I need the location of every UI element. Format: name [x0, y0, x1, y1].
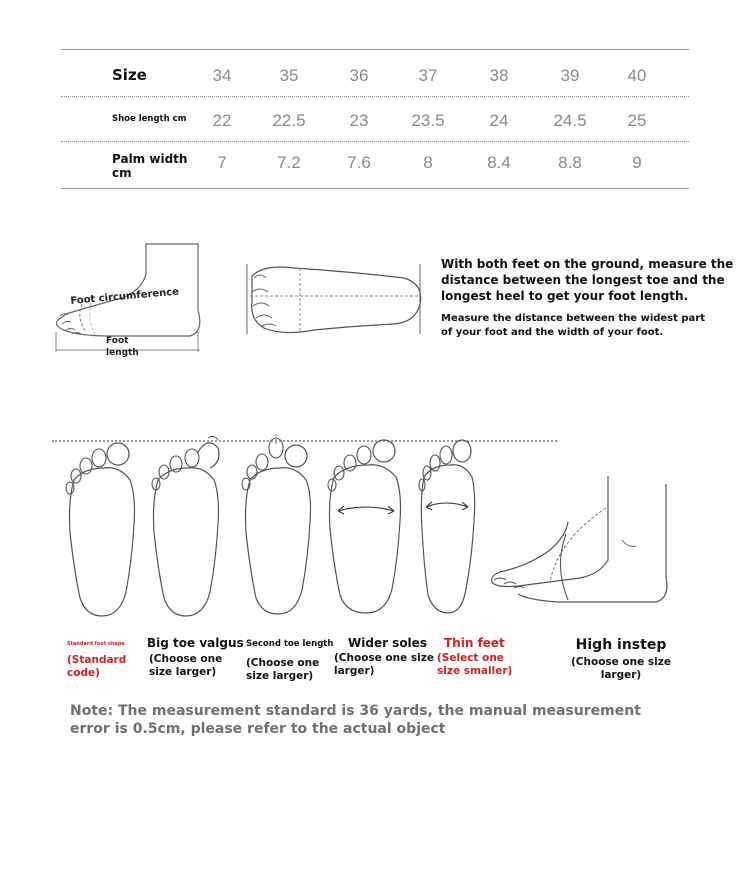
palm-width-cell: 8.8	[558, 153, 582, 172]
size-cell: 38	[489, 66, 509, 85]
shoe-length-cell: 23.5	[411, 111, 445, 130]
foot-type-label-thin-feet: Thin feet (Select one size smaller)	[437, 636, 513, 677]
foot-type-label-big-toe-valgus: Big toe valgus (Choose one size larger)	[147, 636, 244, 678]
size-cell: 36	[349, 66, 369, 85]
palm-width-cell: 7.6	[347, 153, 371, 172]
table-top-rule	[61, 49, 689, 50]
instruction-foot-length: With both feet on the ground, measure the distance between the longest toe and the longest heel to get your foot length.	[441, 257, 734, 303]
table-bottom-rule	[61, 188, 689, 189]
thin-feet-figure	[416, 437, 480, 615]
size-cell: 39	[560, 66, 580, 85]
big-toe-valgus-figure	[148, 432, 224, 618]
foot-length-label: Foot length	[106, 336, 139, 358]
shoe-length-row-label: Shoe length cm	[112, 114, 187, 124]
table-row-divider	[61, 96, 689, 97]
palm-width-cell: 9	[632, 153, 642, 172]
wider-soles-figure	[326, 437, 406, 615]
size-cell: 34	[212, 66, 232, 85]
instruction-foot-width: Measure the distance between the widest part of your foot and the width of your foot.	[441, 313, 706, 338]
shoe-length-cell: 25	[627, 111, 647, 130]
shoe-length-cell: 22	[212, 111, 232, 130]
shoe-length-cell: 24.5	[553, 111, 587, 130]
palm-width-cell: 7.2	[277, 153, 301, 172]
size-cell: 40	[627, 66, 647, 85]
size-row-label: Size	[112, 66, 147, 84]
table-row-divider	[61, 141, 689, 142]
foot-top-measure-figure	[244, 262, 426, 338]
palm-width-cell: 7	[217, 153, 227, 172]
size-cell: 37	[418, 66, 438, 85]
shoe-length-cell: 22.5	[272, 111, 306, 130]
palm-width-cell: 8	[423, 153, 433, 172]
shoe-length-cell: 23	[349, 111, 369, 130]
foot-circumference-label: Foot circumference	[70, 286, 180, 307]
standard-foot-figure	[64, 440, 140, 618]
high-instep-figure	[488, 470, 678, 620]
size-cell: 35	[279, 66, 299, 85]
measurement-note: Note: The measurement standard is 36 yards, the manual measurement error is 0.5cm, please refer to the actual object	[70, 703, 641, 737]
foot-type-label-high-instep: High instep (Choose one size larger)	[571, 637, 671, 681]
palm-width-row-label: Palm width cm	[112, 152, 188, 180]
palm-width-cell: 8.4	[487, 153, 511, 172]
second-toe-length-figure	[240, 434, 316, 616]
shoe-length-cell: 24	[489, 111, 509, 130]
foot-type-label-standard: Standard foot shape (Standard code)	[67, 641, 127, 679]
foot-type-label-wider-soles: Wider soles (Choose one size larger)	[334, 636, 434, 677]
foot-type-label-second-toe: Second toe length (Choose one size larger)	[246, 639, 334, 682]
